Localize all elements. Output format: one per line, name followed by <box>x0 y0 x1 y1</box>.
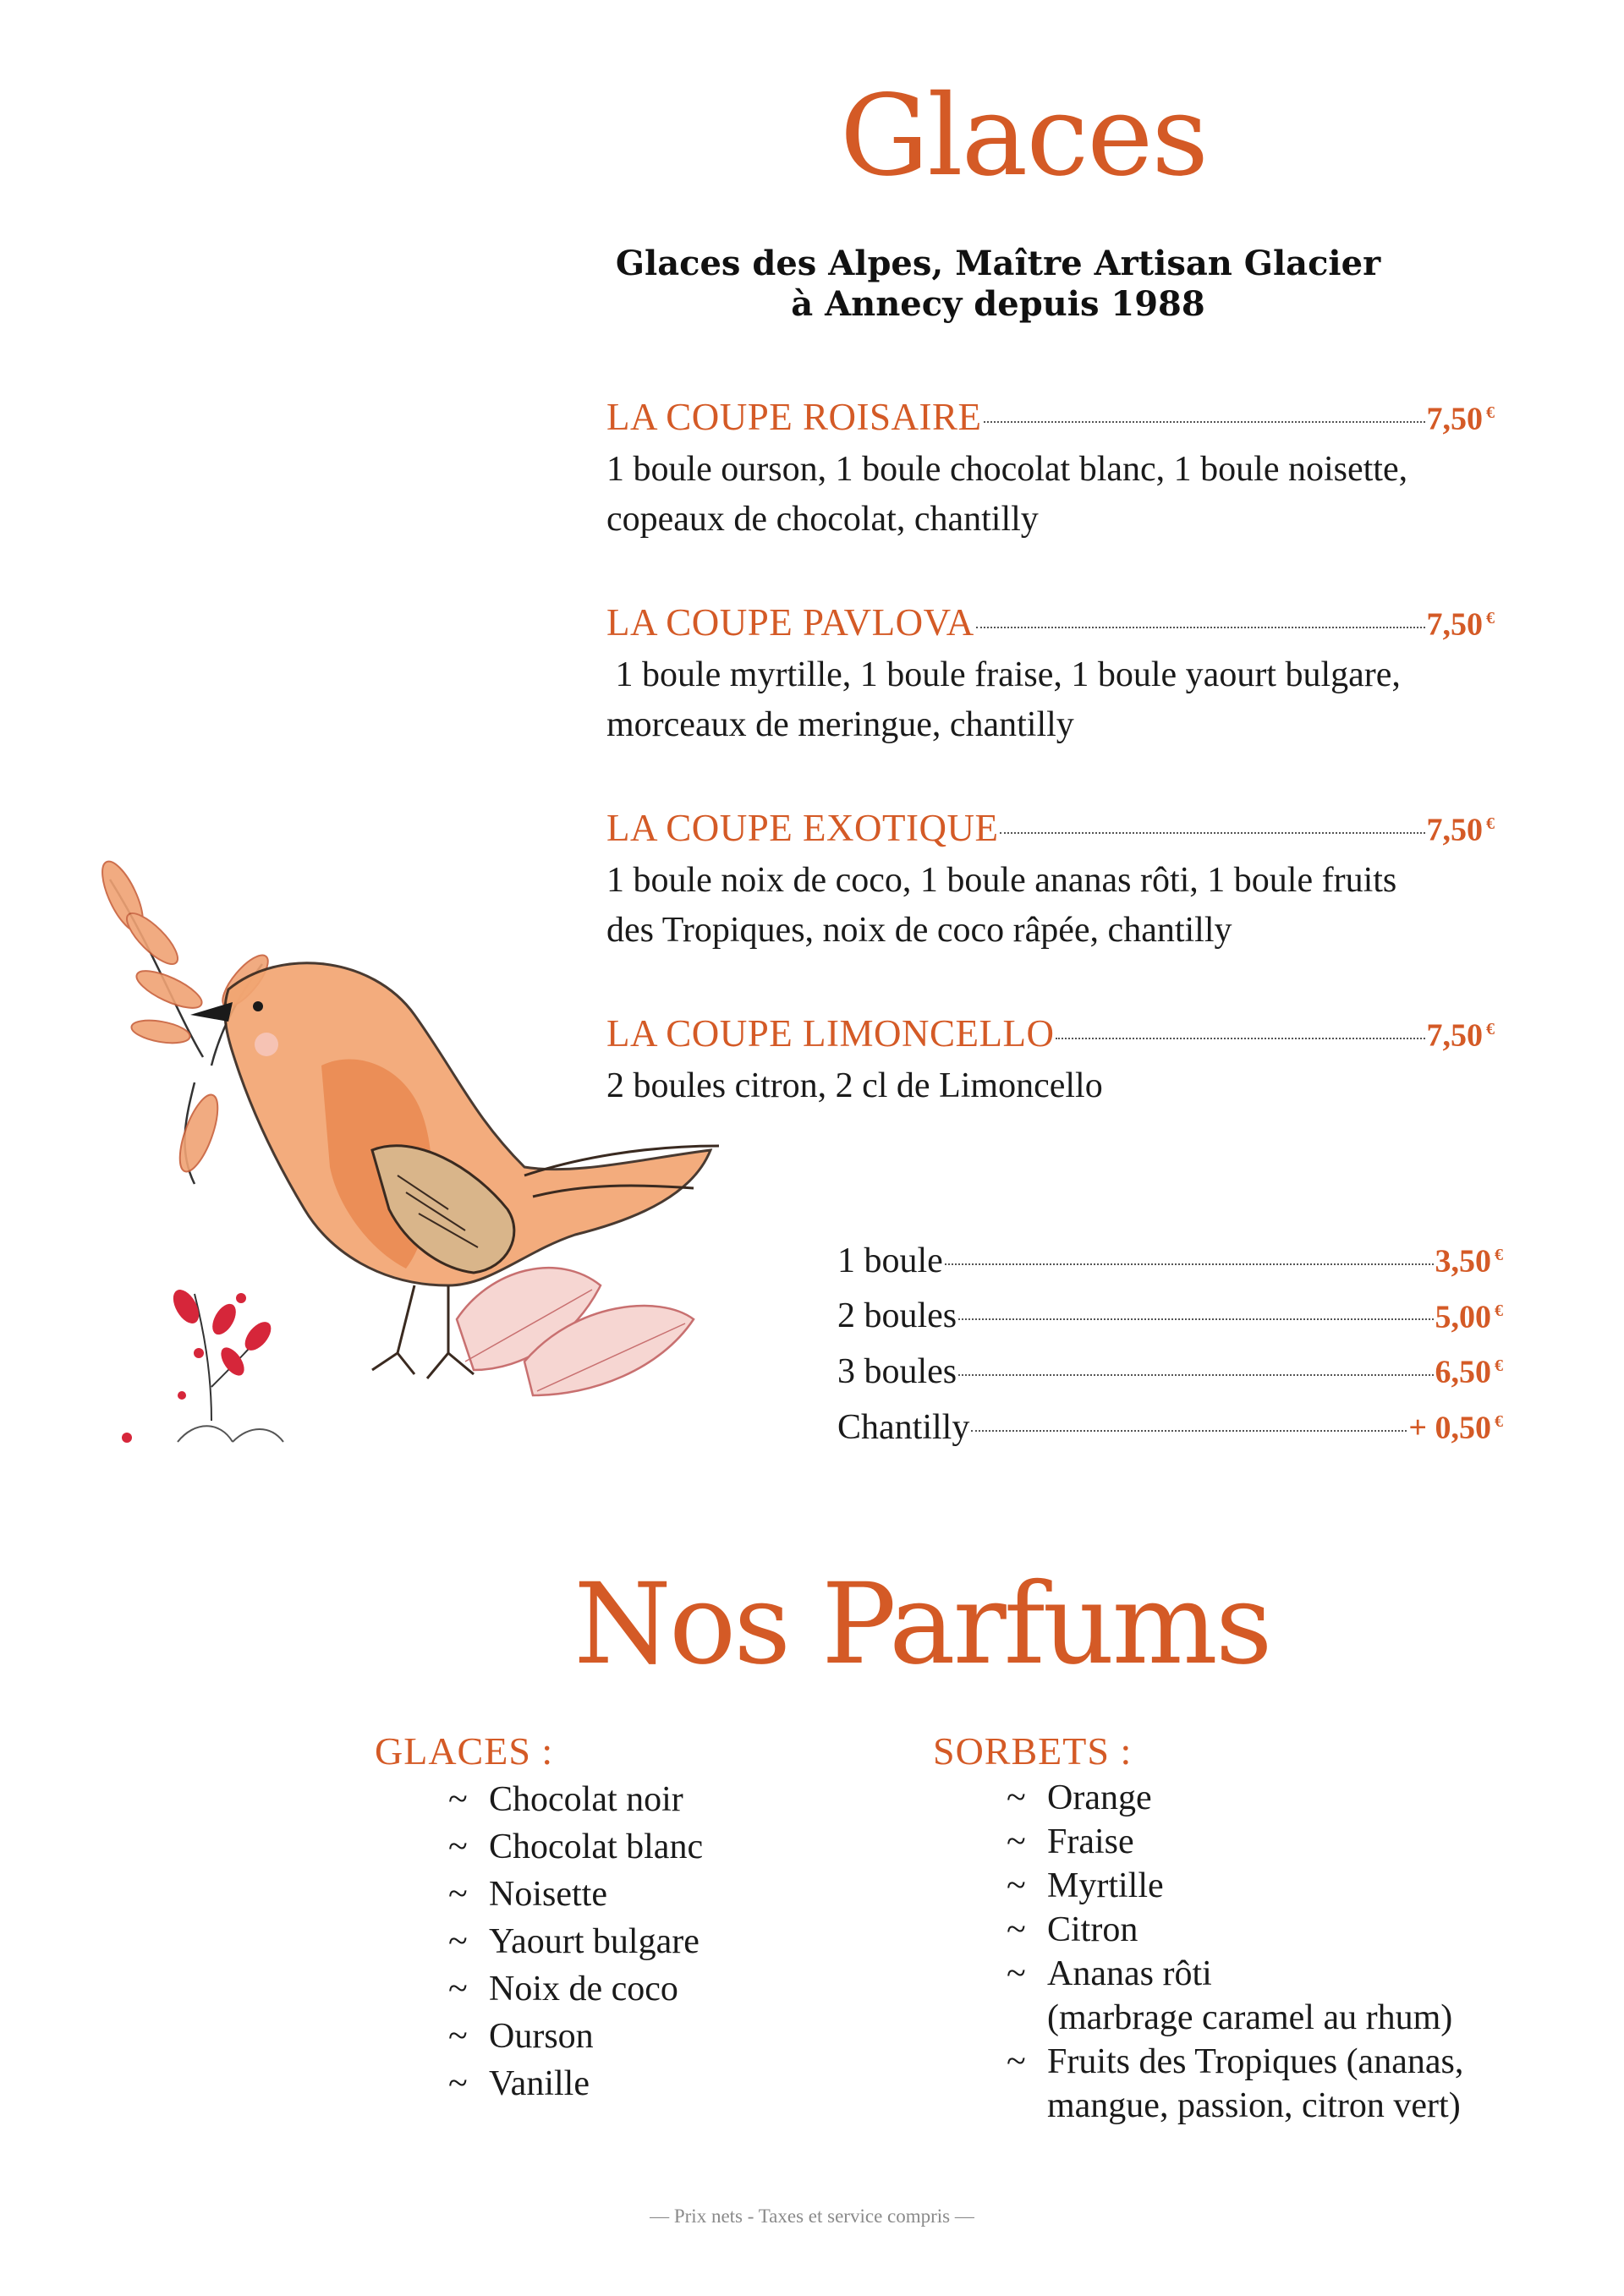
dotted-leader <box>971 1430 1407 1432</box>
list-item: ~ Chocolat blanc <box>448 1827 704 1866</box>
coupe-name: LA COUPE EXOTIQUE <box>606 806 999 849</box>
coupe-description: 1 boule ourson, 1 boule chocolat blanc, 1 boule noisette, copeaux de chocolat, chantilly <box>606 449 1408 539</box>
watercolor-bird-icon <box>51 812 812 1455</box>
price-row-label: 2 boules <box>837 1296 957 1336</box>
price-row-value: 5,00 € <box>1435 1299 1503 1335</box>
list-item: ~ Vanille <box>448 2064 590 2103</box>
list-item: ~ Chocolat noir <box>448 1780 683 1819</box>
dotted-leader <box>945 1263 1434 1265</box>
list-item: ~ Fraise <box>1007 1822 1134 1861</box>
coupe-description: 1 boule noix de coco, 1 boule ananas rôti, 1 boule fruits des Tropiques, noix de coco râpée, chantilly <box>606 860 1397 950</box>
price-row-label: 1 boule <box>837 1241 943 1280</box>
section-title-parfums: Nos Parfums <box>573 1559 1270 1690</box>
price-row <box>837 1230 1503 1286</box>
footer-note: — Prix nets - Taxes et service compris — <box>650 2206 974 2227</box>
price-row-value: + 0,50 € <box>1408 1410 1503 1446</box>
coupe-price: 7,50 € <box>1426 1017 1495 1054</box>
dotted-leader <box>984 421 1425 423</box>
coupe-name: LA COUPE LIMONCELLO <box>606 1011 1055 1055</box>
boules-price-list <box>837 1230 1503 1453</box>
price-row-value: 6,50 € <box>1435 1354 1503 1390</box>
list-item: ~ Citron <box>1007 1910 1138 1949</box>
coupe-price: 7,50 € <box>1426 606 1495 643</box>
menu-item-roisaire <box>606 391 1503 545</box>
price-row-label: 3 boules <box>837 1351 957 1391</box>
list-item: ~ Orange <box>1007 1778 1152 1817</box>
list-item: ~ Fruits des Tropiques (ananas, mangue, passion, citron vert) <box>1007 2042 1464 2125</box>
price-row <box>837 1341 1503 1397</box>
price-row <box>837 1286 1503 1342</box>
price-row <box>837 1397 1503 1453</box>
coupe-name: LA COUPE PAVLOVA <box>606 600 974 644</box>
dotted-leader <box>958 1318 1433 1320</box>
coupe-description: 1 boule myrtille, 1 boule fraise, 1 boule yaourt bulgare, morceaux de meringue, chantilly <box>606 655 1401 744</box>
glaces-flavor-list <box>448 1776 703 2107</box>
page-title: Glaces <box>839 71 1208 201</box>
coupe-description: 2 boules citron, 2 cl de Limoncello <box>606 1066 1103 1105</box>
list-item: ~ Ourson <box>448 2017 594 2056</box>
price-row-label: Chantilly <box>837 1407 970 1447</box>
list-item: ~ Yaourt bulgare <box>448 1922 700 1961</box>
coupe-name: LA COUPE ROISAIRE <box>606 395 982 438</box>
page-subtitle <box>541 244 1455 325</box>
price-row-value: 3,50 € <box>1435 1243 1503 1280</box>
subtitle-line: Glaces des Alpes, Maître Artisan Glacier <box>615 244 1381 283</box>
dotted-leader <box>976 627 1425 628</box>
list-item: ~ Myrtille <box>1007 1866 1164 1905</box>
sorbets-heading: SORBETS : <box>933 1729 1133 1773</box>
menu-item-pavlova <box>606 596 1503 750</box>
list-item: ~ Noix de coco <box>448 1970 678 2008</box>
dotted-leader <box>958 1374 1433 1376</box>
dotted-leader <box>1056 1038 1424 1039</box>
coupe-price: 7,50 € <box>1426 812 1495 848</box>
sorbets-flavor-list <box>1007 1776 1463 2128</box>
subtitle-line: à Annecy depuis 1988 <box>791 284 1205 324</box>
glaces-heading: GLACES : <box>375 1729 554 1773</box>
list-item: ~ Noisette <box>448 1875 607 1914</box>
coupe-price: 7,50 € <box>1426 401 1495 437</box>
dotted-leader <box>1000 832 1424 834</box>
list-item: ~ Ananas rôti (marbrage caramel au rhum) <box>1007 1954 1453 2037</box>
